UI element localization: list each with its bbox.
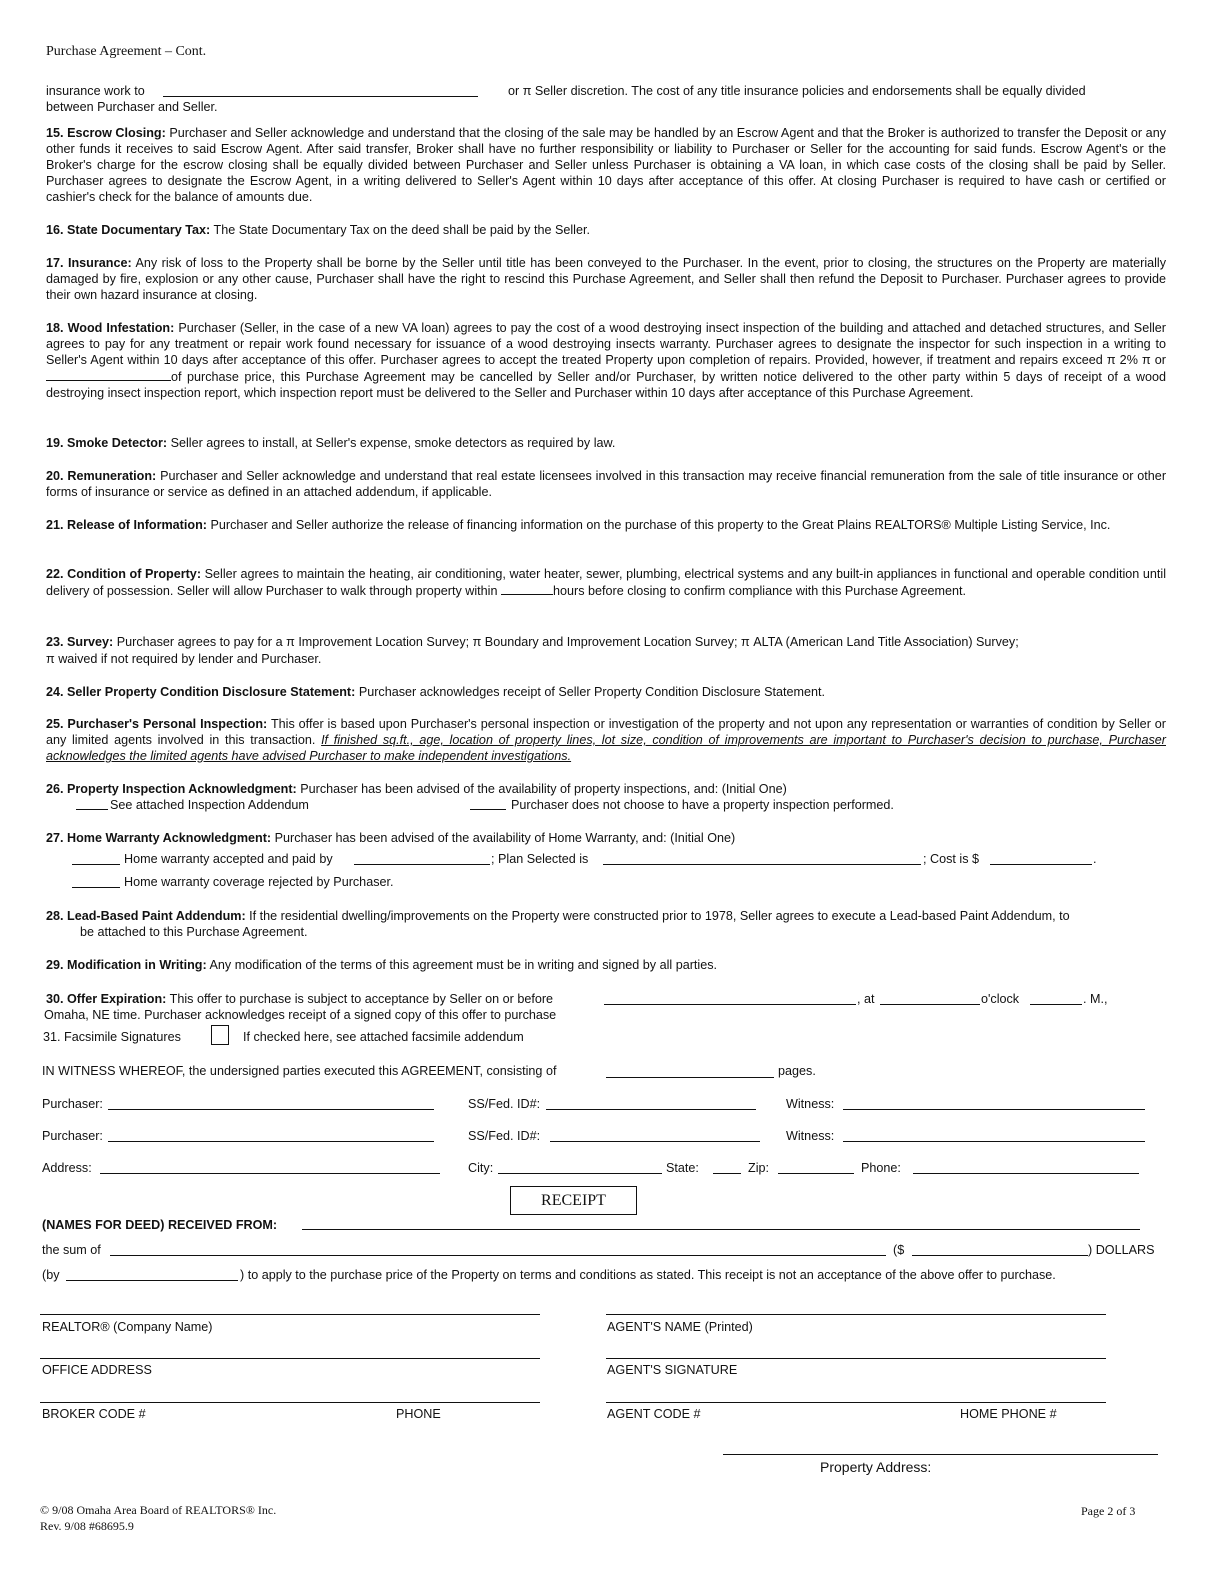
section-23-body: Purchaser agrees to pay for a π Improvement Location Survey; π Boundary and Improvement Location Survey; π ALTA (American Land Title Association) Survey; bbox=[116, 635, 1019, 649]
section-27-body: Purchaser has been advised of the availability of Home Warranty, and: (Initial One) bbox=[274, 831, 736, 845]
warranty-accepted-initial-field[interactable] bbox=[72, 864, 120, 865]
sum-amount-field[interactable] bbox=[912, 1255, 1088, 1256]
section-22 bbox=[46, 566, 1166, 599]
section-19-body: Seller agrees to install, at Seller's expense, smoke detectors as required by law. bbox=[170, 436, 616, 450]
phone-field[interactable] bbox=[913, 1173, 1139, 1174]
receipt-statement: ) to apply to the purchase price of the Property on terms and conditions as stated. This receipt is not an acceptance of the above offer to purchase. bbox=[240, 1268, 1056, 1282]
inspection-option-1: See attached Inspection Addendum bbox=[110, 798, 309, 812]
realtor-company-line[interactable] bbox=[40, 1314, 540, 1315]
plan-selected-label: ; Plan Selected is bbox=[491, 852, 589, 866]
section-25-emphasis: If finished sq.ft., age, location of property lines, lot size, condition of improvements are important to Purchaser's decision to purchase, Purchaser acknowledges the limited agents have advised Purchaser to make independent investigations. bbox=[46, 733, 1166, 763]
section-27 bbox=[46, 830, 735, 846]
section-29-title: 29. Modification in Writing: bbox=[46, 958, 207, 972]
dollars-close: ) DOLLARS bbox=[1088, 1243, 1155, 1257]
walkthrough-hours-field[interactable] bbox=[501, 582, 553, 595]
names-for-deed-label: (NAMES FOR DEED) RECEIVED FROM: bbox=[42, 1218, 278, 1232]
section-24-title: 24. Seller Property Condition Disclosure Statement: bbox=[46, 685, 356, 699]
section-25 bbox=[46, 716, 1166, 764]
office-address-label: OFFICE ADDRESS bbox=[42, 1363, 152, 1377]
names-for-deed-field[interactable] bbox=[302, 1229, 1140, 1230]
section-18-body: Purchaser (Seller, in the case of a new VA loan) agrees to pay the cost of a wood destroying insect inspection of the building and attached and detached structures, and Seller agrees to pay for any treatment or repair work found necessary for issuance of a wood destroying insects warranty. Purchaser agrees to designate the inspector for such inspection in a writing to Seller's Agent within 10 days after acceptance of this offer. Purchaser agrees to accept the treated Property upon completion of repairs. Provided, however, if treatment and repairs exceed π 2% π or bbox=[46, 321, 1166, 367]
section-28-body-2: be attached to this Purchase Agreement. bbox=[80, 925, 308, 939]
city-field[interactable] bbox=[498, 1173, 662, 1174]
copyright: © 9/08 Omaha Area Board of REALTORS® Inc. bbox=[40, 1503, 277, 1517]
intro-text-2: between Purchaser and Seller. bbox=[46, 100, 218, 114]
broker-code-label: BROKER CODE # bbox=[42, 1407, 146, 1421]
section-21-body: Purchaser and Seller authorize the release of financing information on the purchase of this property to the Great Plains REALTORS® Multiple Listing Service, Inc. bbox=[210, 518, 1111, 532]
section-19-title: 19. Smoke Detector: bbox=[46, 436, 168, 450]
section-31-body: If checked here, see attached facsimile addendum bbox=[243, 1030, 524, 1044]
page-number: Page 2 of 3 bbox=[1081, 1504, 1136, 1518]
inspection-option-2: Purchaser does not choose to have a property inspection performed. bbox=[511, 798, 894, 812]
section-27-title: 27. Home Warranty Acknowledgment: bbox=[46, 831, 272, 845]
section-23 bbox=[46, 634, 1166, 650]
broker-code-line[interactable] bbox=[40, 1402, 540, 1403]
oclock-label: o'clock bbox=[981, 992, 1020, 1006]
witness-1-label: Witness: bbox=[786, 1097, 835, 1111]
phone-label: Phone: bbox=[861, 1161, 901, 1175]
section-21 bbox=[46, 517, 1166, 533]
zip-field[interactable] bbox=[778, 1173, 854, 1174]
section-30-title: 30. Offer Expiration: bbox=[46, 992, 167, 1006]
section-15 bbox=[46, 125, 1166, 205]
agent-code-line[interactable] bbox=[606, 1402, 1106, 1403]
by-open: (by bbox=[42, 1268, 60, 1282]
section-21-title: 21. Release of Information: bbox=[46, 518, 207, 532]
section-16-body: The State Documentary Tax on the deed shall be paid by the Seller. bbox=[213, 223, 590, 237]
dollars-open: ($ bbox=[893, 1243, 905, 1257]
ssfed-1-label: SS/Fed. ID#: bbox=[468, 1097, 541, 1111]
section-30 bbox=[46, 991, 553, 1007]
agent-name-label: AGENT'S NAME (Printed) bbox=[607, 1320, 753, 1334]
am-pm-field[interactable] bbox=[1030, 1004, 1082, 1005]
state-field[interactable] bbox=[713, 1173, 741, 1174]
pages-label: pages. bbox=[778, 1064, 816, 1078]
section-19 bbox=[46, 435, 1166, 451]
intro-insurance-label: insurance work to bbox=[46, 84, 145, 98]
section-16 bbox=[46, 222, 1166, 238]
address-field[interactable] bbox=[100, 1173, 440, 1174]
office-address-line[interactable] bbox=[40, 1358, 540, 1359]
witness-2-field[interactable] bbox=[843, 1141, 1145, 1142]
agent-name-line[interactable] bbox=[606, 1314, 1106, 1315]
offer-expiration-time-field[interactable] bbox=[880, 1004, 980, 1005]
agent-signature-line[interactable] bbox=[606, 1358, 1106, 1359]
facsimile-checkbox[interactable] bbox=[211, 1025, 229, 1045]
at-label: , at bbox=[857, 992, 875, 1006]
ssfed-2-label: SS/Fed. ID#: bbox=[468, 1129, 541, 1143]
section-28-title: 28. Lead-Based Paint Addendum: bbox=[46, 909, 246, 923]
warranty-accepted-label: Home warranty accepted and paid by bbox=[124, 852, 333, 866]
section-31-title: 31. Facsimile Signatures bbox=[43, 1030, 181, 1044]
warranty-rejected-label: Home warranty coverage rejected by Purchaser. bbox=[124, 875, 394, 889]
section-15-body: Purchaser and Seller acknowledge and understand that the closing of the sale may be handled by an Escrow Agent and that the Broker is authorized to transfer the Deposit or any other funds it receives to said Escrow Agent. After said transfer, Broker shall have no further responsibility or liability to Purchaser or Seller for the accounting for said funds. Escrow Agent's or the Broker's charge for the escrow closing shall be equally divided between Purchaser and Seller unless Purchaser is obtaining a VA loan, in which case costs of the closing shall be paid by Seller. Purchaser agrees to designate the Escrow Agent, in a writing delivered to Seller's Agent within 10 days after acceptance of this offer. At closing Purchaser is required to have cash or certified or cashier's check for the balance of amounts due. bbox=[46, 126, 1166, 204]
purchaser-2-label: Purchaser: bbox=[42, 1129, 103, 1143]
section-15-title: 15. Escrow Closing: bbox=[46, 126, 166, 140]
warranty-cost-field[interactable] bbox=[990, 864, 1092, 865]
section-22-body: Seller agrees to maintain the heating, air conditioning, water heater, sewer, plumbing, electrical systems and any built-in appliances in functional and operable condition until delivery of possession. Seller will allow Purchaser to walk through property within bbox=[46, 567, 1167, 598]
section-24-body: Purchaser acknowledges receipt of Seller Property Condition Disclosure Statement. bbox=[358, 685, 826, 699]
section-17-body: Any risk of loss to the Property shall be borne by the Seller until title has been conveyed to the Purchaser. In the event, prior to closing, the structures on the Property are materially damaged by fire, explosion or any other cause, Purchaser shall have the right to rescind this Purchase Agreement, and Seller shall then refund the Deposit to Purchaser. Purchaser agrees to provide their own hazard insurance at closing. bbox=[46, 256, 1167, 302]
revision: Rev. 9/08 #68695.9 bbox=[40, 1519, 134, 1533]
section-29-body: Any modification of the terms of this agreement must be in writing and signed by all parties. bbox=[209, 958, 718, 972]
purchaser-1-label: Purchaser: bbox=[42, 1097, 103, 1111]
survey-waived-option[interactable]: π waived if not required by lender and Purchaser. bbox=[46, 652, 322, 666]
page-header: Purchase Agreement – Cont. bbox=[46, 44, 207, 59]
section-30-body: This offer to purchase is subject to acceptance by Seller on or before bbox=[169, 992, 554, 1006]
section-18-body-2: of purchase price, this Purchase Agreement may be cancelled by Seller and/or Purchaser, by written notice delivered to the other party within 5 days of receipt of a wood destroying insect inspection report, which inspection report must be delivered to the Seller and Purchaser within 10 days after acceptance of this Purchase Agreement. bbox=[46, 370, 1166, 400]
witness-statement: IN WITNESS WHEREOF, the undersigned parties executed this AGREEMENT, consisting of bbox=[42, 1064, 557, 1078]
section-20-title: 20. Remuneration: bbox=[46, 469, 157, 483]
section-25-title: 25. Purchaser's Personal Inspection: bbox=[46, 717, 268, 731]
plan-selected-field[interactable] bbox=[603, 864, 921, 865]
property-address-label: Property Address: bbox=[820, 1459, 932, 1475]
warranty-paid-by-field[interactable] bbox=[354, 864, 490, 865]
home-phone-label: HOME PHONE # bbox=[960, 1407, 1057, 1421]
m-label: . M., bbox=[1083, 992, 1108, 1006]
section-18-title: 18. Wood Infestation: bbox=[46, 321, 175, 335]
section-22-title: 22. Condition of Property: bbox=[46, 567, 202, 581]
inspection-addendum-initial-field[interactable] bbox=[76, 809, 108, 810]
state-label: State: bbox=[666, 1161, 699, 1175]
section-26-title: 26. Property Inspection Acknowledgment: bbox=[46, 782, 297, 796]
realtor-company-label: REALTOR® (Company Name) bbox=[42, 1320, 213, 1334]
agent-code-label: AGENT CODE # bbox=[607, 1407, 701, 1421]
purchaser-2-field[interactable] bbox=[108, 1141, 434, 1142]
section-17 bbox=[46, 255, 1166, 303]
section-23-title: 23. Survey: bbox=[46, 635, 114, 649]
intro-text: or π Seller discretion. The cost of any title insurance policies and endorsements shall be equally divided bbox=[508, 84, 1086, 98]
section-20-body: Purchaser and Seller acknowledge and understand that real estate licensees involved in this transaction may receive financial remuneration from the sale of title insurance or other forms of insurance or service as defined in an attached addendum, if applicable. bbox=[46, 469, 1167, 499]
section-16-title: 16. State Documentary Tax: bbox=[46, 223, 211, 237]
receipt-title: RECEIPT bbox=[510, 1186, 637, 1215]
no-inspection-initial-field[interactable] bbox=[470, 809, 506, 810]
wood-infestation-amount-field[interactable] bbox=[46, 368, 171, 381]
insurance-work-field[interactable] bbox=[163, 96, 478, 97]
witness-2-label: Witness: bbox=[786, 1129, 835, 1143]
property-address-line[interactable] bbox=[723, 1454, 1158, 1455]
section-18 bbox=[46, 320, 1166, 401]
zip-label: Zip: bbox=[748, 1161, 769, 1175]
warranty-rejected-initial-field[interactable] bbox=[72, 887, 120, 888]
payment-method-field[interactable] bbox=[66, 1280, 238, 1281]
section-24 bbox=[46, 684, 1166, 700]
cost-period: . bbox=[1093, 852, 1097, 866]
cost-label: ; Cost is $ bbox=[923, 852, 979, 866]
section-30-body-2: Omaha, NE time. Purchaser acknowledges receipt of a signed copy of this offer to purchase bbox=[44, 1008, 557, 1022]
section-26-body: Purchaser has been advised of the availability of property inspections, and: (Initial One) bbox=[300, 782, 787, 796]
section-28 bbox=[46, 908, 1070, 924]
witness-1-field[interactable] bbox=[843, 1109, 1145, 1110]
section-26 bbox=[46, 781, 787, 797]
agent-signature-label: AGENT'S SIGNATURE bbox=[607, 1363, 738, 1377]
section-22-body-2: hours before closing to confirm compliance with this Purchase Agreement. bbox=[552, 584, 966, 598]
section-28-body: If the residential dwelling/improvements on the Property were constructed prior to 1978, Seller agrees to execute a Lead-based Paint Addendum, to bbox=[249, 909, 1070, 923]
sum-words-field[interactable] bbox=[110, 1255, 886, 1256]
section-20 bbox=[46, 468, 1166, 500]
ssfed-1-field[interactable] bbox=[546, 1109, 756, 1110]
section-25-body: This offer is based upon Purchaser's personal inspection or investigation of the property and not upon any representation or warranties of condition by Seller or any limited agents involved in this transaction. bbox=[46, 717, 1167, 747]
ssfed-2-field[interactable] bbox=[550, 1141, 760, 1142]
address-label: Address: bbox=[42, 1161, 92, 1175]
section-17-title: 17. Insurance: bbox=[46, 256, 132, 270]
purchaser-1-field[interactable] bbox=[108, 1109, 434, 1110]
section-29 bbox=[46, 957, 717, 973]
offer-expiration-date-field[interactable] bbox=[604, 1004, 856, 1005]
page-count-field[interactable] bbox=[606, 1077, 774, 1078]
sum-label: the sum of bbox=[42, 1243, 101, 1257]
city-label: City: bbox=[468, 1161, 494, 1175]
broker-phone-label: PHONE bbox=[396, 1407, 441, 1421]
